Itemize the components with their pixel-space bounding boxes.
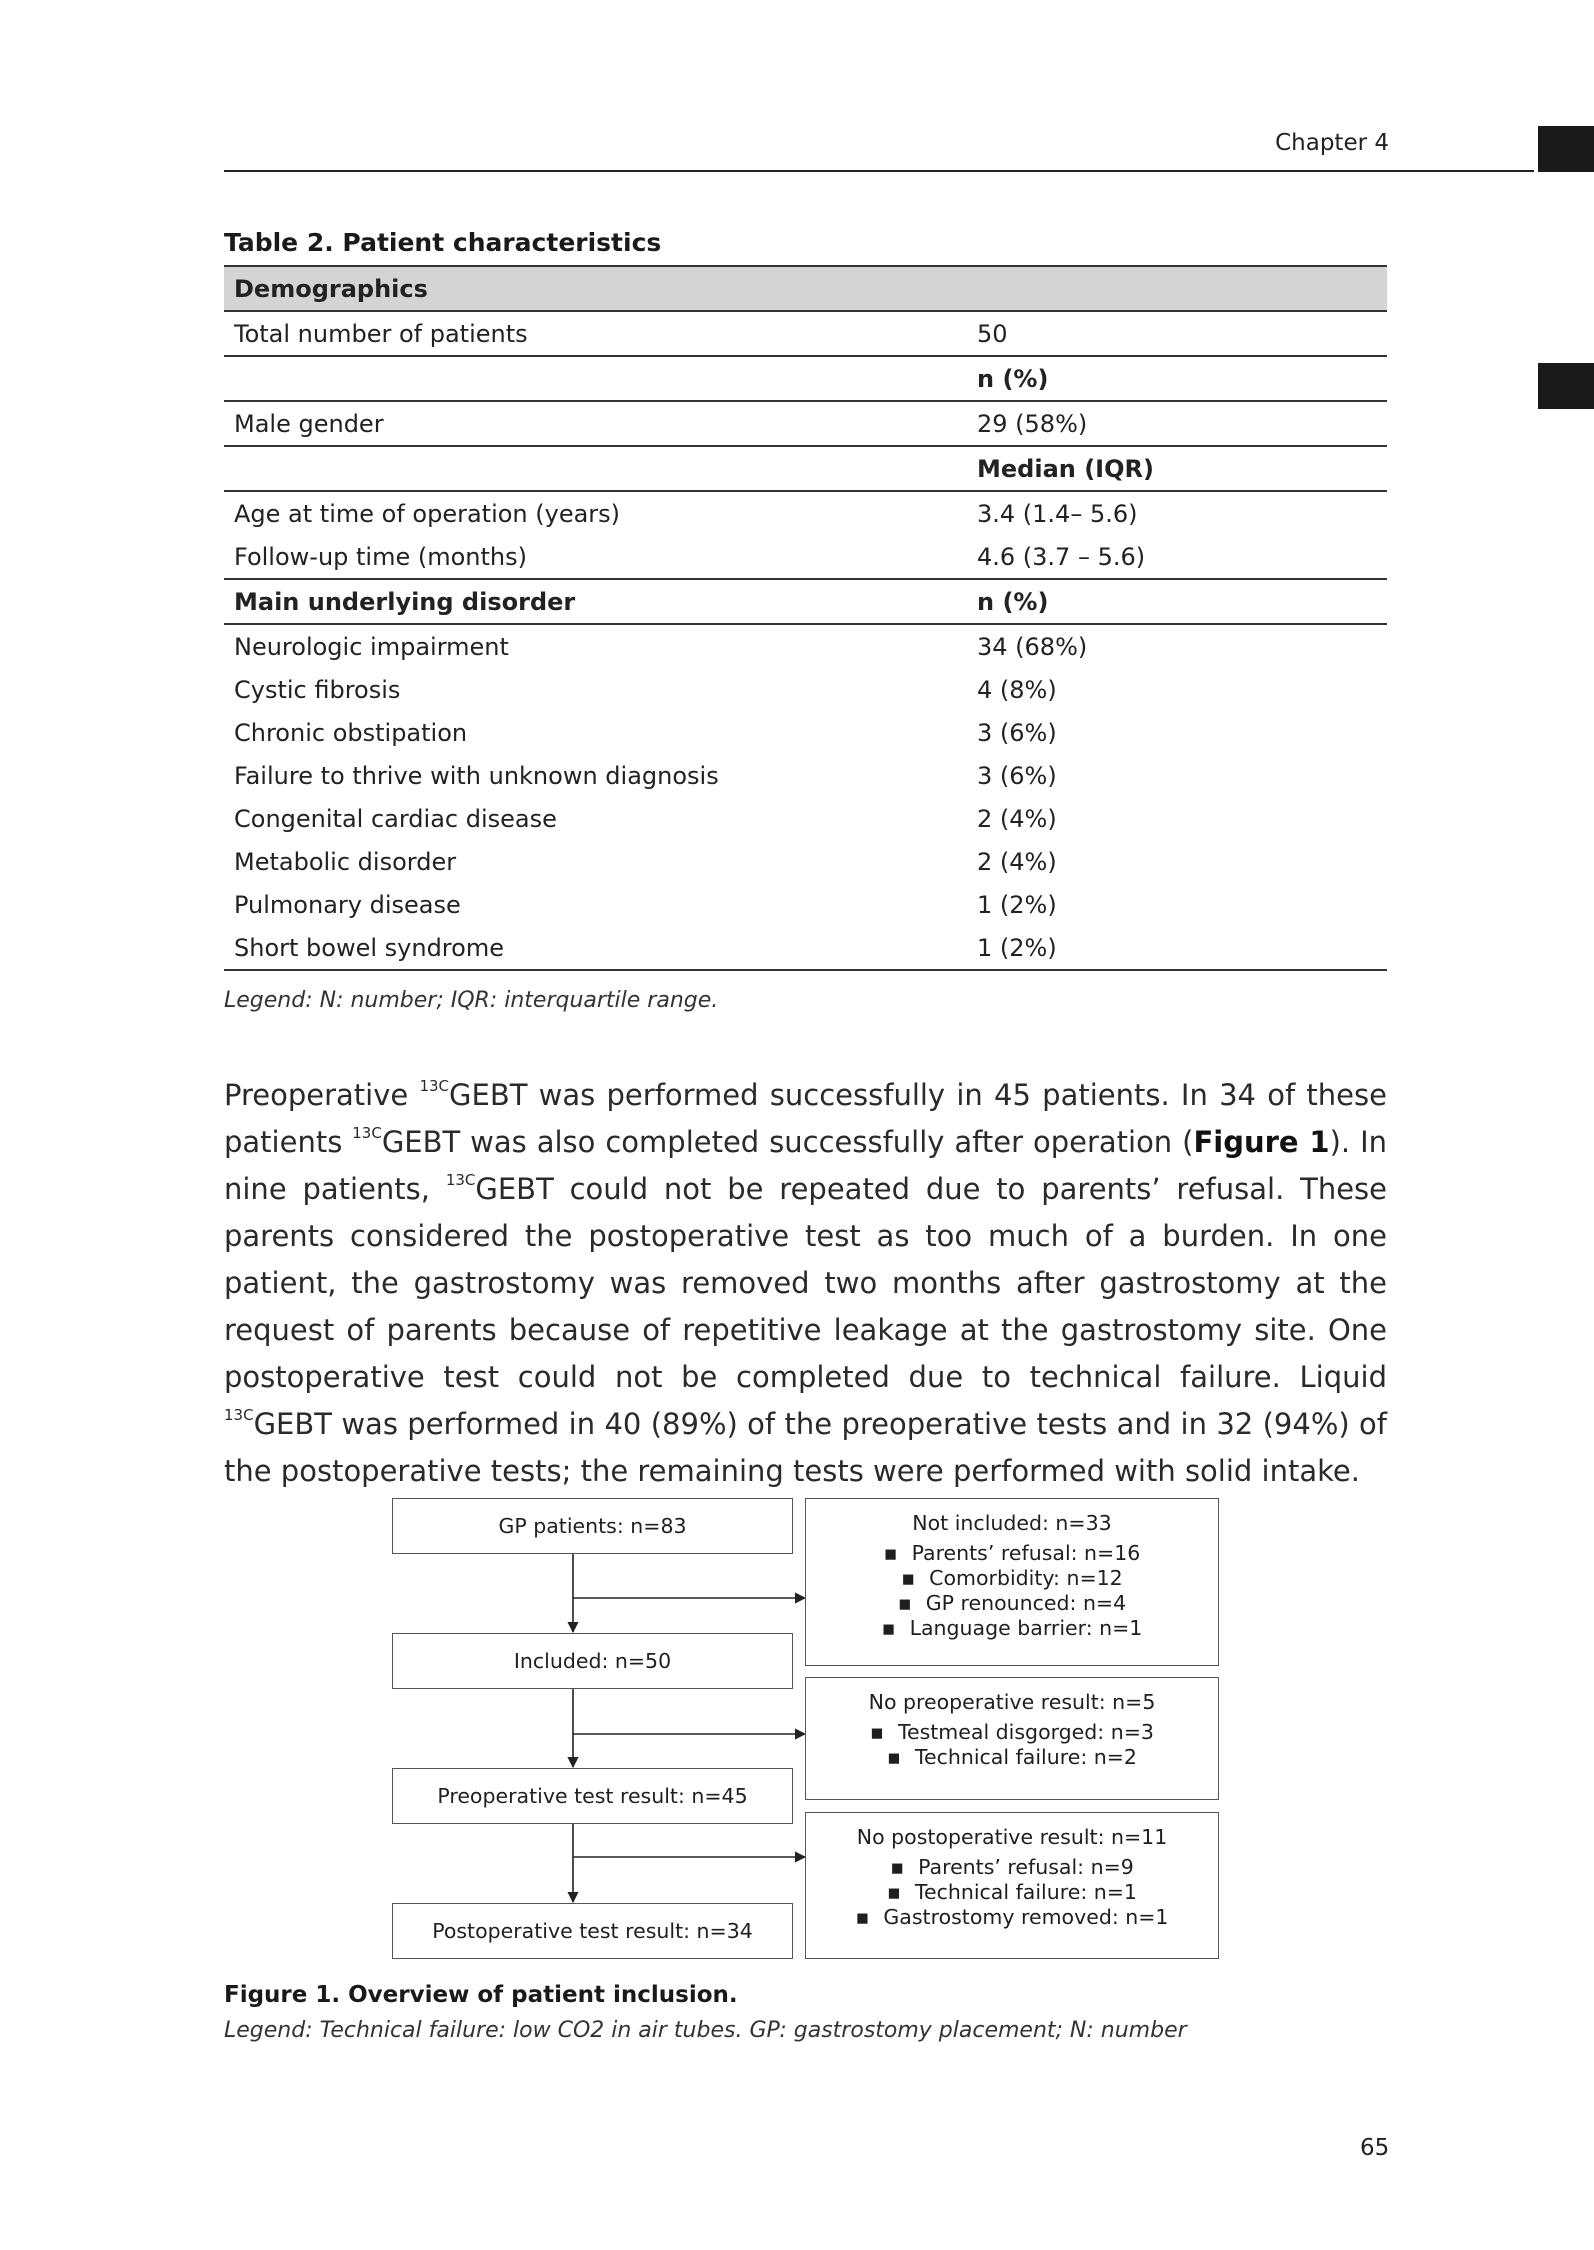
row-value: 50 — [967, 311, 1387, 356]
body-paragraph: Preoperative $^{13C}$GEBT was performed successfully in 45 patients. In 34 of these patients $^{13C}$GEBT was also completed successfully after operation (Figure 1). In nine patients, $^{13C}$GEBT could not be repeated due to parents’ refusal. These parents considered the postoperative test as too much of a burden. In one patient, the gastrostomy was removed two months after gastrostomy at the request of parents because of repetitive leakage at the gastrostomy site. One postoperative test could not be completed due to technical failure. Liquid $^{13C}$GEBT was performed in 40 (89%) of the preoperative tests and in 32 (94%) of the postoperative tests; the remaining tests were performed with solid intake. — [224, 1077, 1388, 1488]
flow-box-title: Not included: n=33 — [912, 1511, 1112, 1535]
row-label: Failure to thrive with unknown diagnosis — [234, 761, 719, 790]
flow-box-gp-patients: GP patients: n=83 — [392, 1498, 793, 1554]
list-item: ▪ Parents’ refusal: n=16 — [806, 1541, 1218, 1566]
exclusion-list — [806, 1855, 1218, 1930]
row-value: 2 (4%) — [977, 847, 1057, 876]
superscript-13c: 13C — [419, 1077, 450, 1095]
row-label: Cystic fibrosis — [234, 675, 401, 704]
exclusion-list — [806, 1541, 1218, 1641]
row-value: 3 (6%) — [977, 761, 1057, 790]
table-caption: Table 2. Patient characteristics — [224, 228, 662, 257]
row-label: Neurologic impairment — [234, 632, 509, 661]
row-label: Age at time of operation (years) — [234, 499, 621, 528]
superscript-13c: 13C — [445, 1171, 476, 1189]
row-value: 1 (2%) — [977, 890, 1057, 919]
list-item: ▪ Technical failure: n=2 — [806, 1745, 1218, 1770]
row-label: Congenital cardiac disease — [234, 804, 557, 833]
list-item: ▪ Parents’ refusal: n=9 — [806, 1855, 1218, 1880]
row-value: 3.4 (1.4– 5.6) — [977, 499, 1138, 528]
flow-box-no-postoperative-result — [805, 1812, 1219, 1959]
row-label: Follow-up time (months) — [224, 535, 967, 579]
row-label: Main underlying disorder — [224, 579, 967, 624]
row-label: Metabolic disorder — [234, 847, 457, 876]
row-label: Male gender — [224, 401, 967, 446]
row-value: n (%) — [967, 579, 1387, 624]
section-header-cell: Demographics — [224, 266, 967, 311]
row-value: 3 (6%) — [977, 718, 1057, 747]
row-value: 4 (8%) — [977, 675, 1057, 704]
superscript-13c: 13C — [224, 1406, 254, 1424]
flow-box-title: No preoperative result: n=5 — [868, 1690, 1156, 1714]
row-value: n (%) — [967, 356, 1387, 401]
figure-legend: Legend: Technical failure: low CO2 in air tubes. GP: gastrostomy placement; N: number — [224, 2018, 1187, 2043]
row-label: Short bowel syndrome — [224, 926, 967, 970]
figure-caption: Figure 1. Overview of patient inclusion. — [224, 1982, 738, 2008]
list-item: ▪ Comorbidity: n=12 — [806, 1566, 1218, 1591]
row-label: Total number of patients — [224, 311, 967, 356]
row-value: 2 (4%) — [977, 804, 1057, 833]
list-item: ▪ Gastrostomy removed: n=1 — [806, 1905, 1218, 1930]
list-item: ▪ GP renounced: n=4 — [806, 1591, 1218, 1616]
figure-reference: Figure 1 — [1193, 1125, 1330, 1159]
superscript-13c: 13C — [352, 1124, 382, 1142]
list-item: ▪ Language barrier: n=1 — [806, 1616, 1218, 1641]
flow-box-postoperative-result: Postoperative test result: n=34 — [392, 1903, 793, 1959]
page-number: 65 — [1360, 2135, 1390, 2161]
row-value: 34 (68%) — [977, 632, 1088, 661]
list-item: ▪ Testmeal disgorged: n=3 — [806, 1720, 1218, 1745]
table-legend: Legend: N: number; IQR: interquartile range. — [224, 988, 719, 1013]
list-item: ▪ Technical failure: n=1 — [806, 1880, 1218, 1905]
flow-box-preoperative-result: Preoperative test result: n=45 — [392, 1768, 793, 1824]
flow-box-not-included — [805, 1498, 1219, 1666]
flow-box-included: Included: n=50 — [392, 1633, 793, 1689]
row-value: Median (IQR) — [967, 446, 1387, 491]
exclusion-list — [806, 1720, 1218, 1770]
row-value: 4.6 (3.7 – 5.6) — [967, 535, 1387, 579]
row-value: 1 (2%) — [967, 926, 1387, 970]
chapter-header: Chapter 4 — [1275, 130, 1389, 156]
row-label: Pulmonary disease — [234, 890, 461, 919]
row-value: 29 (58%) — [967, 401, 1387, 446]
flow-box-no-preoperative-result — [805, 1677, 1219, 1800]
flow-box-title: No postoperative result: n=11 — [856, 1825, 1168, 1849]
row-label: Chronic obstipation — [234, 718, 468, 747]
